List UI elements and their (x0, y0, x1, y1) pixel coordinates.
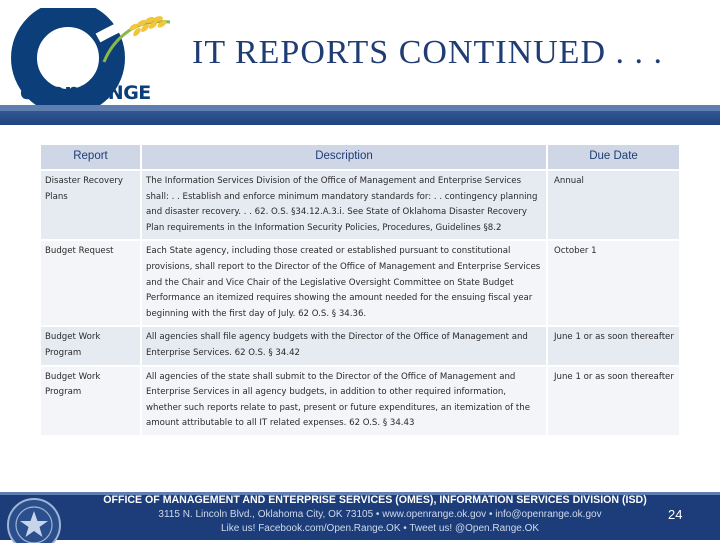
table-header-row (41, 145, 679, 170)
tweet-us-text: • Tweet us! (403, 523, 453, 534)
footer-social-line (100, 523, 660, 534)
state-seal-icon (6, 497, 62, 543)
page-number: 24 (668, 507, 683, 522)
report-name-cell: Disaster Recovery Plans (41, 170, 141, 240)
description-cell: The Information Services Division of the Office of Management and Enterprise Services shall: . . Establish and enforce minimum mandatory standards for: . . contingency planning and disaster recovery. . . 62. O.S. §34.12.A.3.i. See State of Oklahoma Disaster Recovery Plan requirements in the Information Security Policies, Procedures, Guidelines §8.2 (141, 170, 547, 240)
facebook-link[interactable]: Facebook.com/Open.Range.OK (258, 523, 401, 534)
table-row (41, 366, 679, 435)
logo-wordmark (20, 80, 151, 105)
description-cell: All agencies shall file agency budgets with the Director of the Office of Management and Enterprise Services. 62 O.S. § 34.42 (141, 326, 547, 365)
description-cell: Each State agency, including those created or established pursuant to constitutional provisions, shall report to the Director of the Office of Management and Enterprise Services and the Chair and Vice Chair of the Legislative Oversight Committee on State Budget Performance an itemized requires showing the amount needed for the ensuing fiscal year beginning with the first day of July. 62 O.S. § 34.36. (141, 240, 547, 326)
twitter-link[interactable]: @Open.Range.OK (454, 523, 540, 534)
reports-table (41, 145, 679, 435)
footer-address: 3115 N. Lincoln Blvd., Oklahoma City, OK 73105 • (158, 509, 380, 520)
table-row (41, 326, 679, 365)
column-header-due-date: Due Date (547, 145, 679, 170)
website-link[interactable]: www.openrange.ok.gov (382, 509, 487, 520)
footer-organization: OFFICE OF MANAGEMENT AND ENTERPRISE SERVICES (OMES), INFORMATION SERVICES DIVISION (ISD) (103, 494, 647, 506)
description-cell: All agencies of the state shall submit to the Director of the Office of Management and Enterprise Services in all agency budgets, in addition to other required information, whether such reports relate to past, present or future expenditures, an itemization of the amount attributable to all IT related expenses. 62 O.S. § 34.43 (141, 366, 547, 435)
due-date-cell: Annual (547, 170, 679, 240)
due-date-cell: June 1 or as soon thereafter (547, 366, 679, 435)
title-divider-highlight (0, 105, 720, 111)
due-date-cell: October 1 (547, 240, 679, 326)
footer-email: • info@openrange.ok.gov (488, 509, 602, 520)
title-divider-bar (0, 105, 720, 125)
like-us-text: Like us! (220, 523, 256, 534)
logo-range-text: RANGE (79, 82, 151, 104)
report-name-cell: Budget Work Program (41, 326, 141, 365)
due-date-cell: June 1 or as soon thereafter (547, 326, 679, 365)
slide-title: IT REPORTS CONTINUED . . . (192, 34, 664, 71)
table-row (41, 240, 679, 326)
column-header-report: Report (41, 145, 141, 170)
column-header-description: Description (141, 145, 547, 170)
logo-open-text: open (20, 80, 80, 105)
table-row (41, 170, 679, 240)
footer-contact-line (100, 509, 660, 520)
report-name-cell: Budget Work Program (41, 366, 141, 435)
report-name-cell: Budget Request (41, 240, 141, 326)
